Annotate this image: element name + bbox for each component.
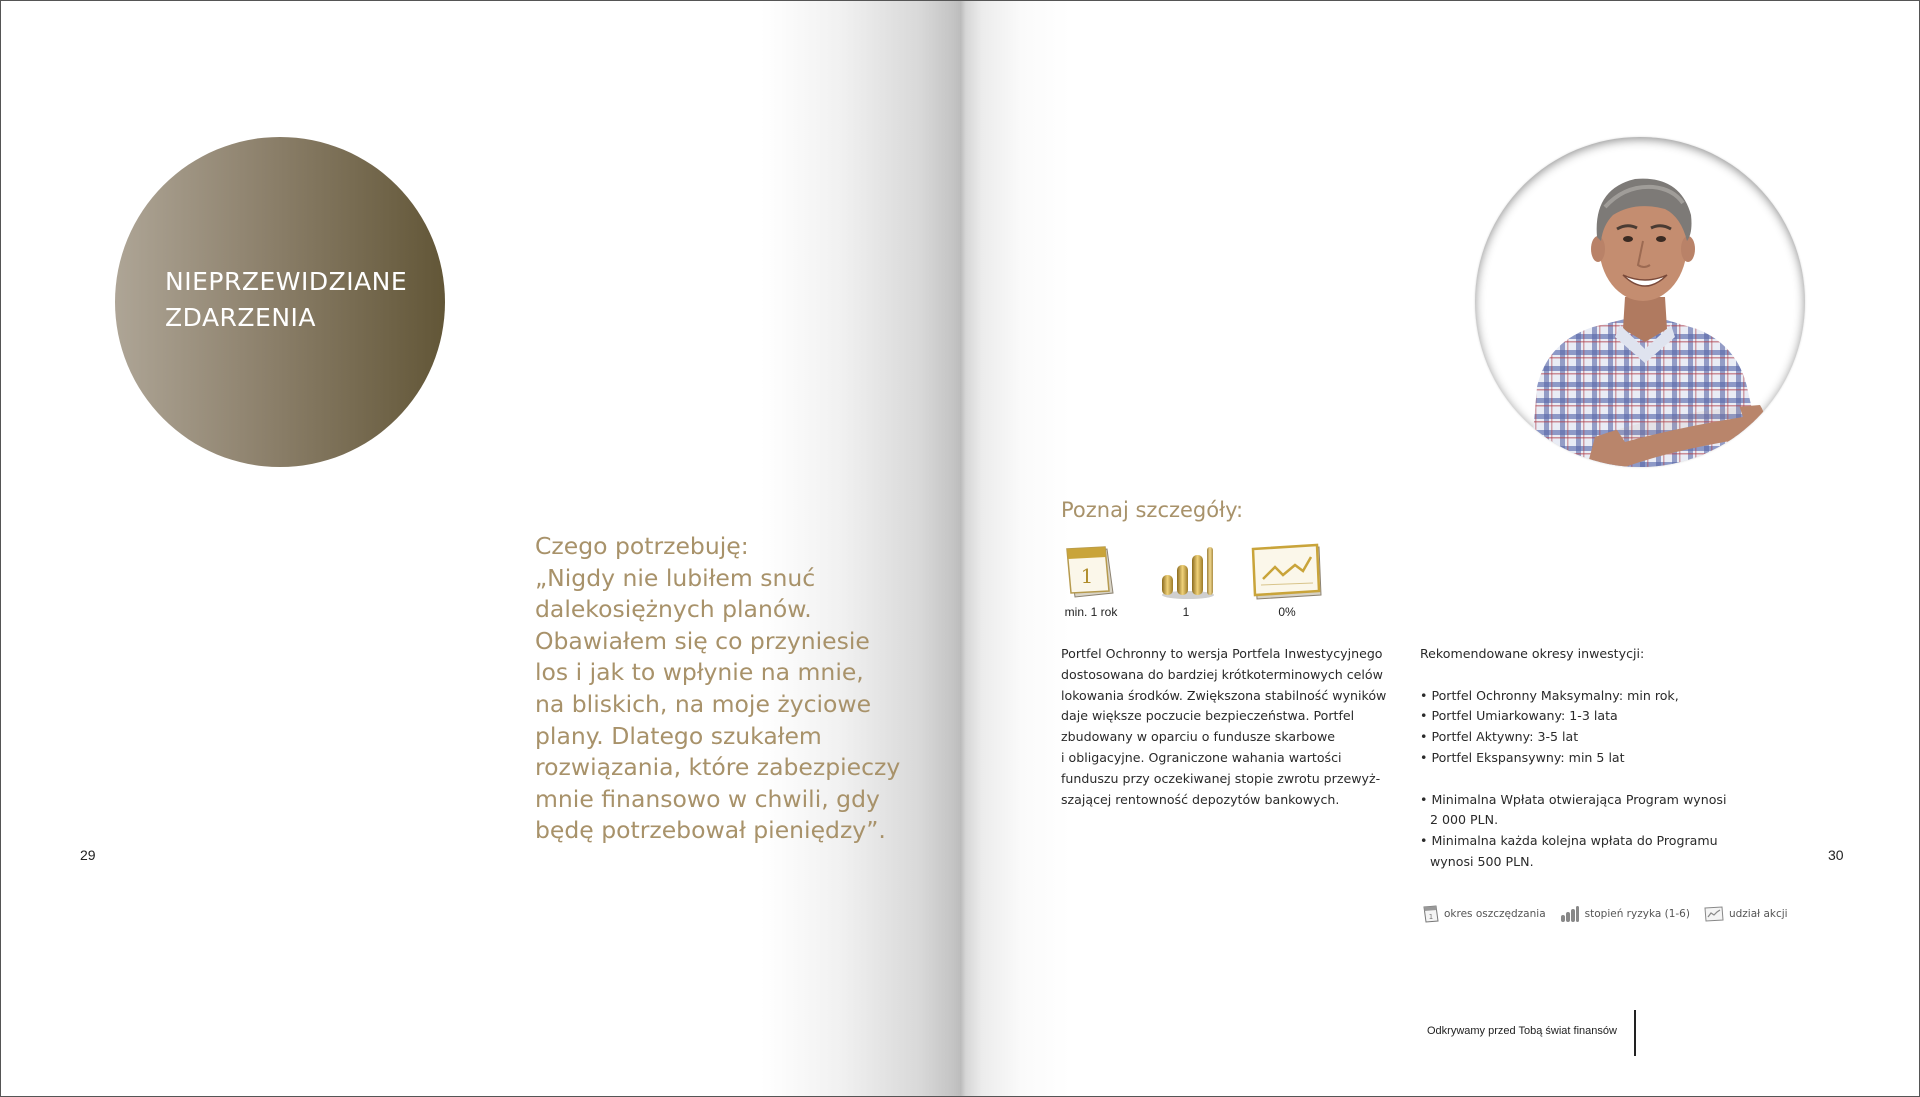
left-page [1,1,960,1096]
portrait-photo [1475,137,1805,467]
payment-line-cont: 2 000 PLN. [1430,812,1499,828]
section-title-line: ZDARZENIA [165,303,317,332]
list-item: • Portfel Ekspansywny: min 5 lat [1420,748,1780,769]
risk-bars-icon [1560,906,1580,922]
quote-line: na bliskich, na moje życiowe [535,689,872,718]
portrait-illustration [1475,137,1805,467]
legend-label: stopień ryzyka (1-6) [1584,908,1690,920]
list-item [1420,831,1780,873]
quote-line: mnie finansowo w chwili, gdy [535,784,880,813]
description-line: daje większe poczucie bezpieczeństwa. Portfel [1061,708,1355,724]
feature-equity-share [1232,543,1342,619]
feature-savings-period [1036,543,1146,619]
section-title-line: NIEPRZEWIDZIANE [165,267,408,296]
risk-bars-icon [1156,543,1216,601]
footer-tagline: Odkrywamy przed Tobą świat finansów [1427,1025,1617,1037]
recommended-periods [1420,644,1780,894]
list-item [1420,790,1780,832]
equity-chart-icon [1249,543,1325,601]
quote-line: „Nigdy nie lubiłem snuć [535,563,816,592]
list-item: • Portfel Umiarkowany: 1-3 lata [1420,706,1780,727]
payment-line-cont: wynosi 500 PLN. [1430,853,1534,869]
description-line: i obligacyjne. Ograniczone wahania wartości [1061,749,1342,765]
quote-line: będę potrzebował pieniędzy”. [535,816,886,845]
portfolio-description [1061,644,1401,810]
quote-line: dalekosiężnych planów. [535,595,812,624]
quote-line: Obawiałem się co przyniesie [535,626,870,655]
right-page [960,1,1919,1096]
feature-label: min. 1 rok [1064,605,1118,619]
payment-line: Minimalna każda kolejna wpłata do Programu [1431,833,1718,849]
page-number: 30 [1828,847,1844,863]
quote-line: plany. Dlatego szukałem [535,721,822,750]
description-line: lokowania środków. Zwiększona stabilność wyników [1061,687,1387,703]
legend-item-savings-period [1423,905,1546,923]
feature-label: 0% [1278,605,1296,619]
description-line: Portfel Ochronny to wersja Portfela Inwestycyjnego [1061,646,1383,661]
legend-item-risk-level [1560,906,1690,922]
icon-legend [1423,905,1788,923]
legend-item-equity-share [1704,906,1788,922]
title-circle [115,137,445,467]
svg-text:1: 1 [1428,913,1434,921]
quote-line: rozwiązania, które zabezpieczy [535,753,901,782]
page-number: 29 [80,847,96,863]
description-line: zbudowany w oparciu o fundusze skarbowe [1061,729,1336,745]
calendar-icon [1063,543,1119,601]
feature-risk-level [1131,543,1241,619]
footer-divider [1634,1010,1636,1056]
calendar-icon [1423,905,1439,923]
period-list [1420,686,1780,769]
legend-label: udział akcji [1728,908,1788,920]
legend-label: okres oszczędzania [1444,908,1546,920]
description-line: funduszu przy oczekiwanej stopie zwrotu przewyż- [1061,770,1381,786]
quote-line: los i jak to wpłynie na mnie, [535,658,864,687]
section-title [165,264,407,336]
description-line: dostosowana do bardziej krótkoterminowych celów [1061,666,1383,682]
list-item: • Portfel Aktywny: 3-5 lat [1420,727,1780,748]
payment-line: Minimalna Wpłata otwierająca Program wynosi [1431,791,1727,807]
list-item: • Portfel Ochronny Maksymalny: min rok, [1420,686,1780,707]
feature-label: 1 [1182,605,1190,619]
details-heading: Poznaj szczegóły: [1061,498,1244,522]
payment-list [1420,790,1780,873]
quote-line: Czego potrzebuję: [535,532,749,560]
client-quote [535,531,901,847]
recommended-heading: Rekomendowane okresy inwestycji: [1420,646,1645,661]
equity-chart-icon [1704,906,1724,922]
svg-text:1: 1 [1080,564,1094,588]
description-line: szającej rentowność depozytów bankowych. [1061,791,1340,807]
